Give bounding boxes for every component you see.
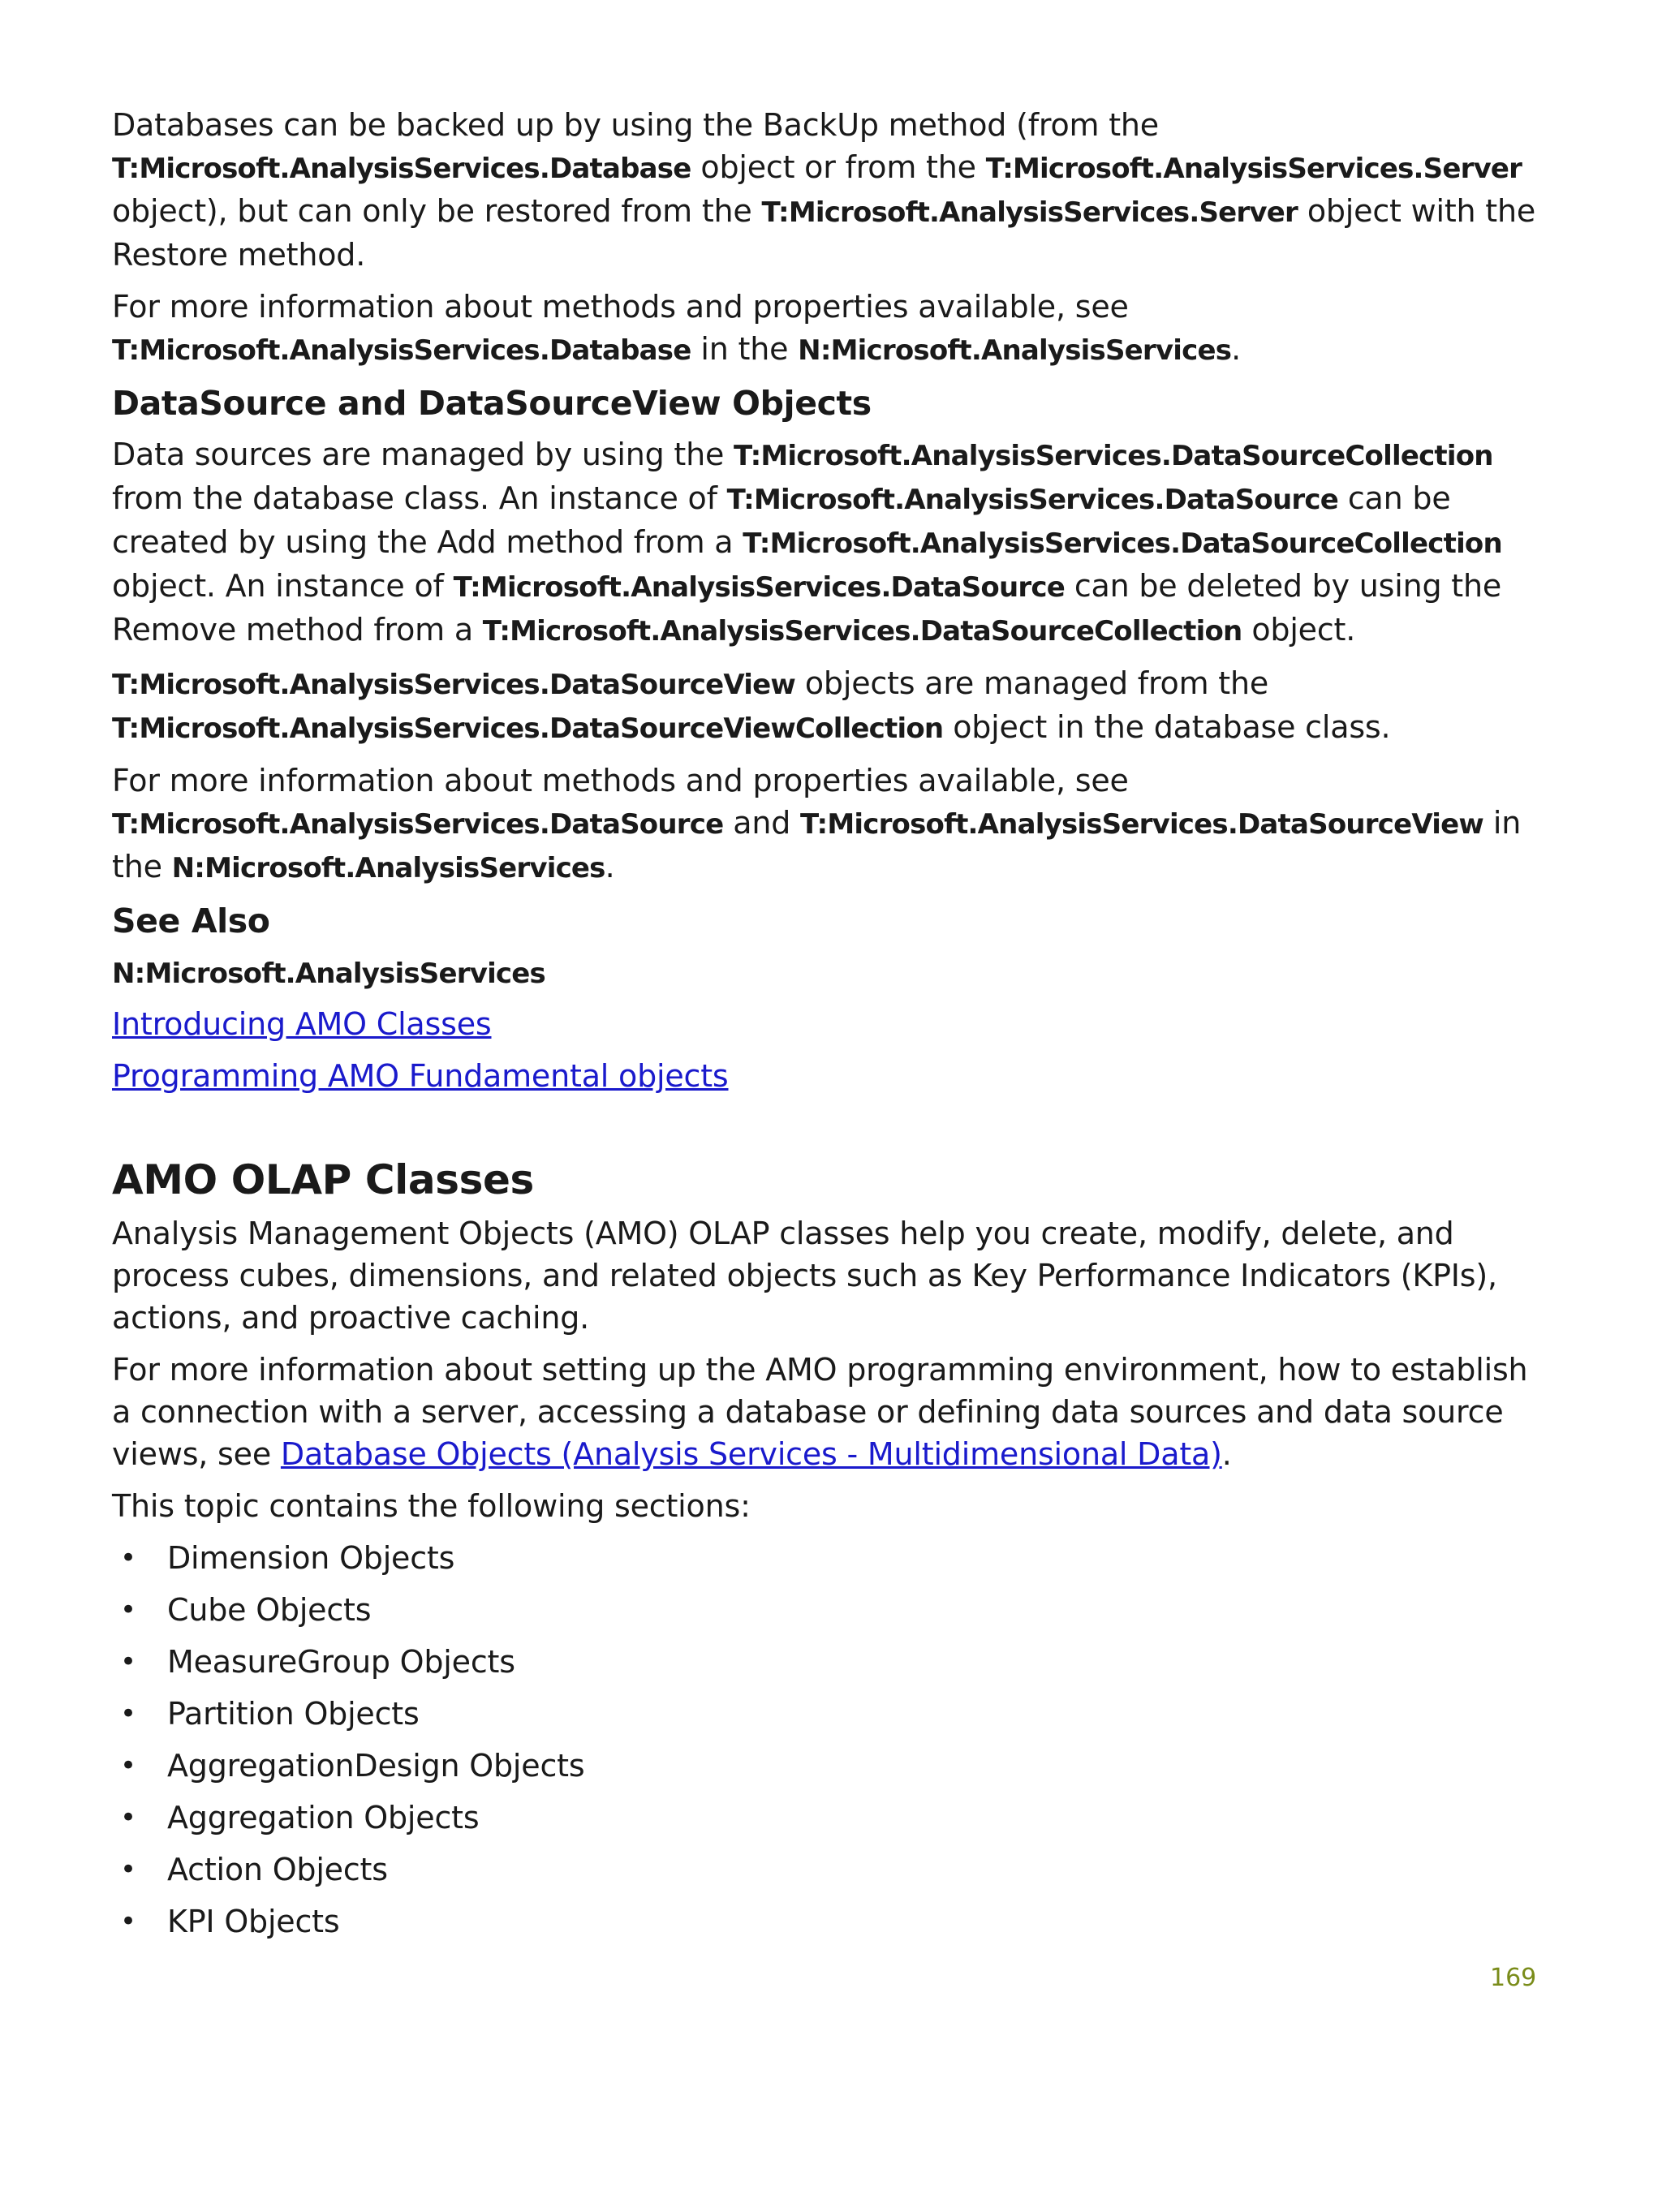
sections-intro-paragraph: This topic contains the following sections: xyxy=(112,1488,751,1524)
list-item-label: Aggregation Objects xyxy=(167,1800,480,1835)
type-reference: T:Microsoft.AnalysisServices.Server xyxy=(761,196,1298,229)
text-run: in the xyxy=(691,331,799,367)
text-run: . xyxy=(605,849,615,884)
list-item xyxy=(112,1537,1540,1579)
see-also-heading: See Also xyxy=(112,902,270,940)
text-run: Databases can be backed up by using the BackUp method (from the xyxy=(112,107,1159,143)
bullet-icon: • xyxy=(120,1905,136,1938)
text-run: object with the Restore method. xyxy=(112,193,1536,273)
text-run: object. An instance of xyxy=(112,568,454,604)
page-content xyxy=(112,104,1540,1952)
type-reference: T:Microsoft.AnalysisServices.DataSourceView xyxy=(800,808,1484,841)
datasourceview-paragraph xyxy=(112,662,1540,750)
database-objects-link[interactable]: Database Objects (Analysis Services - Multidimensional Data) xyxy=(280,1436,1222,1472)
text-run: . xyxy=(1231,331,1242,367)
list-item-label: Dimension Objects xyxy=(167,1540,455,1576)
list-item xyxy=(112,1745,1540,1787)
list-item xyxy=(112,1641,1540,1683)
bullet-icon: • xyxy=(120,1853,136,1886)
page-number: 169 xyxy=(1490,1964,1537,1992)
list-item xyxy=(112,1797,1540,1839)
type-reference: T:Microsoft.AnalysisServices.DataSourceCollection xyxy=(734,440,1493,472)
text-run: For more information about setting up the AMO programming environment, how to establish a connection with a server, accessing a database or defining data sources and data source views, see xyxy=(112,1352,1528,1472)
list-item xyxy=(112,1589,1540,1631)
datasource-paragraph xyxy=(112,433,1540,652)
list-item-label: Action Objects xyxy=(167,1852,388,1887)
database-more-info-paragraph xyxy=(112,286,1540,372)
type-reference: T:Microsoft.AnalysisServices.Database xyxy=(112,153,691,185)
text-run: can be created by using the Add method from a xyxy=(112,480,1451,560)
bullet-icon: • xyxy=(120,1542,136,1574)
text-run: object in the database class. xyxy=(943,709,1391,745)
datasource-heading: DataSource and DataSourceView Objects xyxy=(112,384,872,423)
amo-olap-classes-heading: AMO OLAP Classes xyxy=(112,1156,534,1203)
bullet-icon: • xyxy=(120,1698,136,1730)
type-reference: T:Microsoft.AnalysisServices.DataSource xyxy=(453,571,1065,604)
bullet-icon: • xyxy=(120,1801,136,1834)
list-item-label: MeasureGroup Objects xyxy=(167,1644,515,1680)
text-run: object), but can only be restored from the xyxy=(112,193,762,229)
text-run: from the database class. An instance of xyxy=(112,480,727,516)
sections-list xyxy=(112,1537,1540,1943)
text-run: and xyxy=(723,805,801,841)
type-reference: T:Microsoft.AnalysisServices.DataSource xyxy=(726,484,1338,516)
backup-restore-paragraph xyxy=(112,104,1540,276)
type-reference: T:Microsoft.AnalysisServices.Database xyxy=(112,334,691,367)
namespace-reference: N:Microsoft.AnalysisServices xyxy=(171,852,605,884)
see-also-link-item xyxy=(112,1055,1540,1097)
text-run: For more information about methods and properties available, see xyxy=(112,763,1129,798)
bullet-icon: • xyxy=(120,1646,136,1678)
introducing-amo-classes-link[interactable]: Introducing AMO Classes xyxy=(112,1006,492,1042)
text-run: in the xyxy=(112,805,1522,884)
list-item-label: Cube Objects xyxy=(167,1592,372,1628)
amo-olap-more-info-paragraph xyxy=(112,1349,1540,1475)
list-item-label: Partition Objects xyxy=(167,1696,420,1732)
text-run: For more information about methods and properties available, see xyxy=(112,289,1129,325)
list-item xyxy=(112,1900,1540,1943)
type-reference: T:Microsoft.AnalysisServices.DataSourceViewCollection xyxy=(112,712,944,745)
amo-olap-intro-paragraph: Analysis Management Objects (AMO) OLAP classes help you create, modify, delete, and process cubes, dimensions, and related objects such as Key Performance Indicators (KPIs), actions, and proactive caching. xyxy=(112,1216,1497,1336)
namespace-reference: N:Microsoft.AnalysisServices xyxy=(798,334,1232,367)
programming-amo-fundamental-objects-link[interactable]: Programming AMO Fundamental objects xyxy=(112,1058,729,1094)
text-run: . xyxy=(1221,1436,1232,1472)
datasource-more-info-paragraph xyxy=(112,760,1540,889)
list-item xyxy=(112,1848,1540,1891)
namespace-reference: N:Microsoft.AnalysisServices xyxy=(112,958,545,990)
text-run: Data sources are managed by using the xyxy=(112,437,734,472)
text-run: can be deleted by using the Remove method from a xyxy=(112,568,1502,648)
type-reference: T:Microsoft.AnalysisServices.DataSourceCollection xyxy=(482,615,1242,648)
type-reference: T:Microsoft.AnalysisServices.DataSourceView xyxy=(112,669,795,701)
text-run: object. xyxy=(1242,612,1356,648)
type-reference: T:Microsoft.AnalysisServices.Server xyxy=(985,153,1522,185)
list-item-label: AggregationDesign Objects xyxy=(167,1748,585,1784)
see-also-namespace xyxy=(112,951,1540,995)
type-reference: T:Microsoft.AnalysisServices.DataSource xyxy=(112,808,724,841)
list-item xyxy=(112,1693,1540,1735)
type-reference: T:Microsoft.AnalysisServices.DataSourceCollection xyxy=(743,527,1502,560)
text-run: object or from the xyxy=(691,149,986,185)
bullet-icon: • xyxy=(120,1749,136,1782)
see-also-link-item xyxy=(112,1003,1540,1045)
list-item-label: KPI Objects xyxy=(167,1904,340,1939)
bullet-icon: • xyxy=(120,1594,136,1626)
text-run: objects are managed from the xyxy=(795,665,1269,701)
